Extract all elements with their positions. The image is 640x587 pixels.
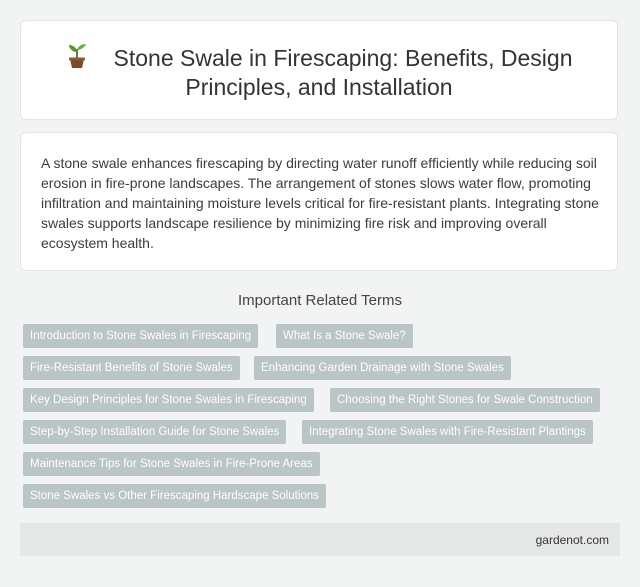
site-link[interactable]: gardenot.com — [535, 533, 609, 547]
title-line-1: Stone Swale in Firescaping: Benefits, Design — [113, 45, 573, 71]
title-line-2: Principles, and Installation — [185, 74, 453, 100]
related-term-tag[interactable]: Enhancing Garden Drainage with Stone Swales — [254, 356, 511, 380]
related-term-tag[interactable]: Fire-Resistant Benefits of Stone Swales — [23, 356, 240, 380]
intro-card — [20, 132, 618, 271]
footer — [20, 523, 620, 556]
related-term-tag[interactable]: Introduction to Stone Swales in Firescaping — [23, 324, 258, 348]
page-title — [21, 43, 617, 102]
related-term-tag[interactable]: Integrating Stone Swales with Fire-Resistant Plantings — [302, 420, 593, 444]
related-term-tag[interactable]: Maintenance Tips for Stone Swales in Fire-Prone Areas — [23, 452, 320, 476]
related-term-tag[interactable]: What Is a Stone Swale? — [276, 324, 413, 348]
related-term-tag[interactable]: Key Design Principles for Stone Swales in Firescaping — [23, 388, 314, 412]
related-terms-heading: Important Related Terms — [238, 292, 402, 309]
title-card — [20, 20, 618, 120]
intro-paragraph: A stone swale enhances firescaping by directing water runoff efficiently while reducing soil erosion in fire-prone landscapes. The arrangement of stones slows water flow, promoting infiltration and maintaining moisture levels critical for fire-resistant plants. Integrating stone swales supports landscape resilience by minimizing fire risk and improving overall ecosystem health. — [41, 155, 599, 251]
related-term-tag[interactable]: Stone Swales vs Other Firescaping Hardscape Solutions — [23, 484, 326, 508]
sprout-icon — [66, 43, 88, 69]
related-term-tag[interactable]: Choosing the Right Stones for Swale Construction — [330, 388, 600, 412]
related-term-tag[interactable]: Step-by-Step Installation Guide for Stone Swales — [23, 420, 286, 444]
